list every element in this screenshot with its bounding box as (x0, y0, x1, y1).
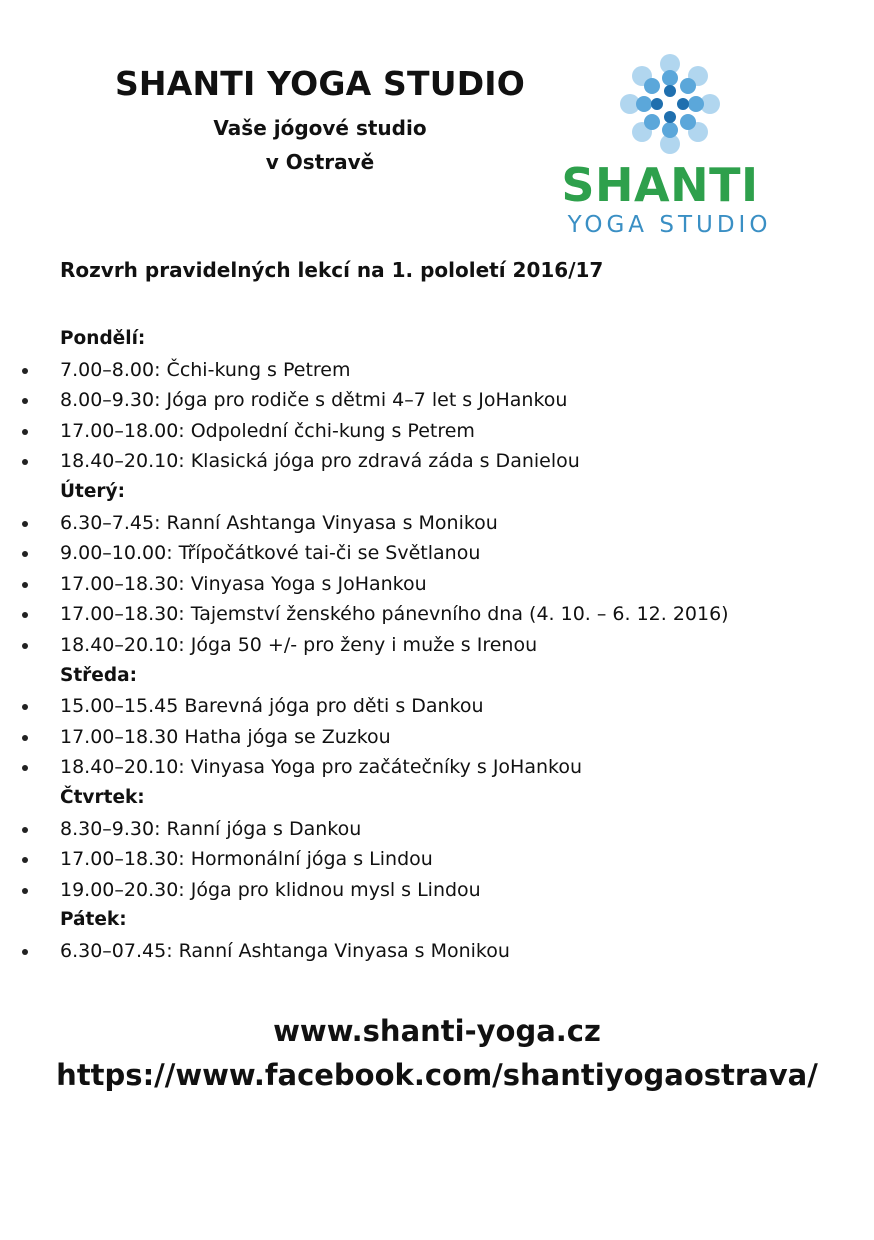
bullet-icon (22, 857, 28, 863)
subtitle-line-2: v Ostravě (265, 150, 375, 174)
bullet-icon (22, 521, 28, 527)
logo-wordmark: SHANTI (561, 158, 759, 212)
schedule-list (0, 324, 874, 966)
list-item: 17.00–18.30: Vinyasa Yoga s JoHankou (0, 569, 874, 600)
bullet-icon (22, 888, 28, 894)
bullet-icon (22, 582, 28, 588)
website-link[interactable]: www.shanti-yoga.cz (273, 1014, 601, 1048)
day-heading-tuesday: Úterý: (60, 480, 125, 502)
schedule-heading: Rozvrh pravidelných lekcí na 1. pololetí 2016/17 (60, 258, 604, 282)
list-item: 9.00–10.00: Třípočátkové tai-či se Světlanou (0, 538, 874, 569)
list-item: 18.40–20.10: Klasická jóga pro zdravá záda s Danielou (0, 446, 874, 477)
list-item: 18.40–20.10: Jóga 50 +/- pro ženy i muže s Irenou (0, 630, 874, 661)
bullet-icon (22, 704, 28, 710)
bullet-icon (22, 643, 28, 649)
bullet-icon (22, 459, 28, 465)
list-item: 6.30–07.45: Ranní Ashtanga Vinyasa s Monikou (0, 936, 874, 967)
list-item: 8.00–9.30: Jóga pro rodiče s dětmi 4–7 let s JoHankou (0, 385, 874, 416)
list-item: 17.00–18.30 Hatha jóga se Zuzkou (0, 722, 874, 753)
bullet-icon (22, 949, 28, 955)
list-item: 6.30–7.45: Ranní Ashtanga Vinyasa s Monikou (0, 508, 874, 539)
bullet-icon (22, 429, 28, 435)
list-item: 18.40–20.10: Vinyasa Yoga pro začátečníky s JoHankou (0, 752, 874, 783)
list-item: 15.00–15.45 Barevná jóga pro děti s Dankou (0, 691, 874, 722)
subtitle-line-1: Vaše jógové studio (213, 116, 427, 140)
list-item: 17.00–18.00: Odpolední čchi-kung s Petrem (0, 416, 874, 447)
page-title: SHANTI YOGA STUDIO (114, 64, 526, 103)
facebook-link[interactable]: https://www.facebook.com/shantiyogaostrava/ (56, 1058, 818, 1092)
list-item: 17.00–18.30: Hormonální jóga s Lindou (0, 844, 874, 875)
bullet-icon (22, 368, 28, 374)
bullet-icon (22, 398, 28, 404)
bullet-icon (22, 551, 28, 557)
bullet-icon (22, 735, 28, 741)
list-item: 7.00–8.00: Čchi-kung s Petrem (0, 355, 874, 386)
day-heading-wednesday: Středa: (60, 664, 137, 686)
day-heading-friday: Pátek: (60, 909, 127, 931)
logo-subtitle: YOGA STUDIO (567, 212, 772, 238)
bullet-icon (22, 765, 28, 771)
bullet-icon (22, 612, 28, 618)
list-item: 19.00–20.30: Jóga pro klidnou mysl s Lindou (0, 875, 874, 906)
list-item: 8.30–9.30: Ranní jóga s Dankou (0, 814, 874, 845)
day-heading-monday: Pondělí: (60, 328, 146, 349)
list-item: 17.00–18.30: Tajemství ženského pánevního dna (4. 10. – 6. 12. 2016) (0, 599, 874, 630)
day-heading-thursday: Čtvrtek: (60, 786, 145, 808)
bullet-icon (22, 827, 28, 833)
